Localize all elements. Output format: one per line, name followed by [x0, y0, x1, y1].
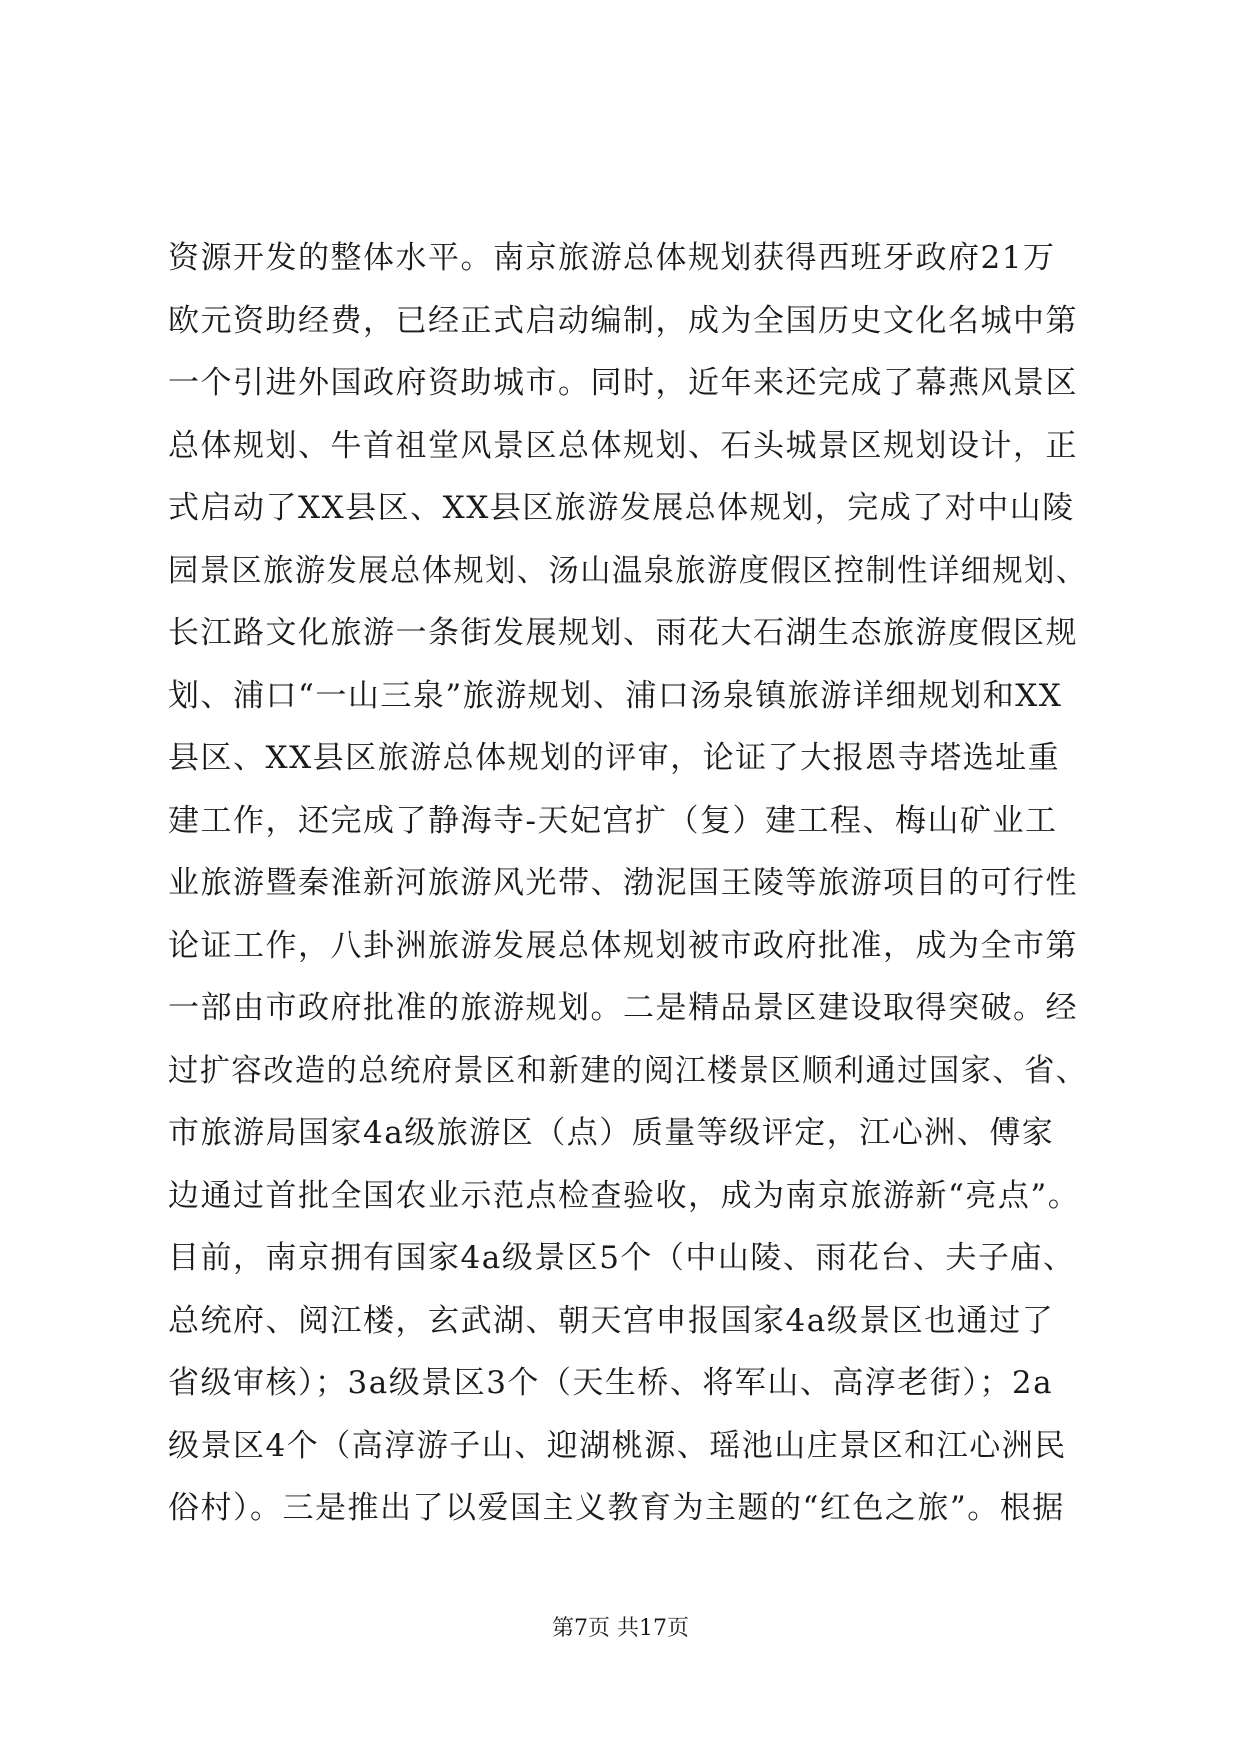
- text-line: 欧元资助经费，已经正式启动编制，成为全国历史文化名城中第: [168, 302, 1078, 339]
- text-line: 县区、XX县区旅游总体规划的评审，论证了大报恩寺塔选址重: [168, 740, 1061, 776]
- text-line: 边通过首批全国农业示范点检查验收，成为南京旅游新“亮点”。: [168, 1177, 1081, 1214]
- text-line: 总统府、阅江楼，玄武湖、朝天宫申报国家4a级景区也通过了: [168, 1302, 1055, 1339]
- text-line: 建工作，还完成了静海寺-天妃宫扩（复）建工程、梅山矿业工: [168, 802, 1058, 839]
- text-line: 总体规划、牛首祖堂风景区总体规划、石头城景区规划设计，正: [168, 427, 1078, 464]
- text-line: 资源开发的整体水平。南京旅游总体规划获得西班牙政府21万: [168, 240, 1056, 276]
- text-line: 市旅游局国家4a级旅游区（点）质量等级评定，江心洲、傅家: [168, 1115, 1055, 1151]
- text-line: 式启动了XX县区、XX县区旅游发展总体规划，完成了对中山陵: [168, 490, 1075, 526]
- text-line: 一部由市政府批准的旅游规划。二是精品景区建设取得突破。经: [168, 990, 1078, 1026]
- text-line: 论证工作，八卦洲旅游发展总体规划被市政府批准，成为全市第: [168, 927, 1078, 964]
- text-line: 长江路文化旅游一条街发展规划、雨花大石湖生态旅游度假区规: [168, 615, 1078, 651]
- text-line: 业旅游暨秦淮新河旅游风光带、渤泥国王陵等旅游项目的可行性: [168, 865, 1078, 901]
- text-line: 园景区旅游发展总体规划、汤山温泉旅游度假区控制性详细规划、: [168, 552, 1088, 589]
- text-line: 划、浦口“一山三泉”旅游规划、浦口汤泉镇旅游详细规划和XX: [168, 677, 1063, 714]
- text-line: 一个引进外国政府资助城市。同时，近年来还完成了幕燕风景区: [168, 365, 1078, 401]
- text-line: 级景区4个（高淳游子山、迎湖桃源、瑶池山庄景区和江心洲民: [168, 1427, 1067, 1464]
- text-line: 目前，南京拥有国家4a级景区5个（中山陵、雨花台、夫子庙、: [168, 1240, 1076, 1276]
- page-number-footer: 第7页 共17页: [552, 1616, 689, 1641]
- text-line: 省级审核）；3a级景区3个（天生桥、将军山、高淳老街）；2a: [168, 1365, 1054, 1401]
- text-line: 俗村）。三是推出了以爱国主义教育为主题的“红色之旅”。根据: [168, 1490, 1065, 1526]
- text-line: 过扩容改造的总统府景区和新建的阅江楼景区顺利通过国家、省、: [168, 1052, 1088, 1089]
- body-text: [168, 227, 1088, 1540]
